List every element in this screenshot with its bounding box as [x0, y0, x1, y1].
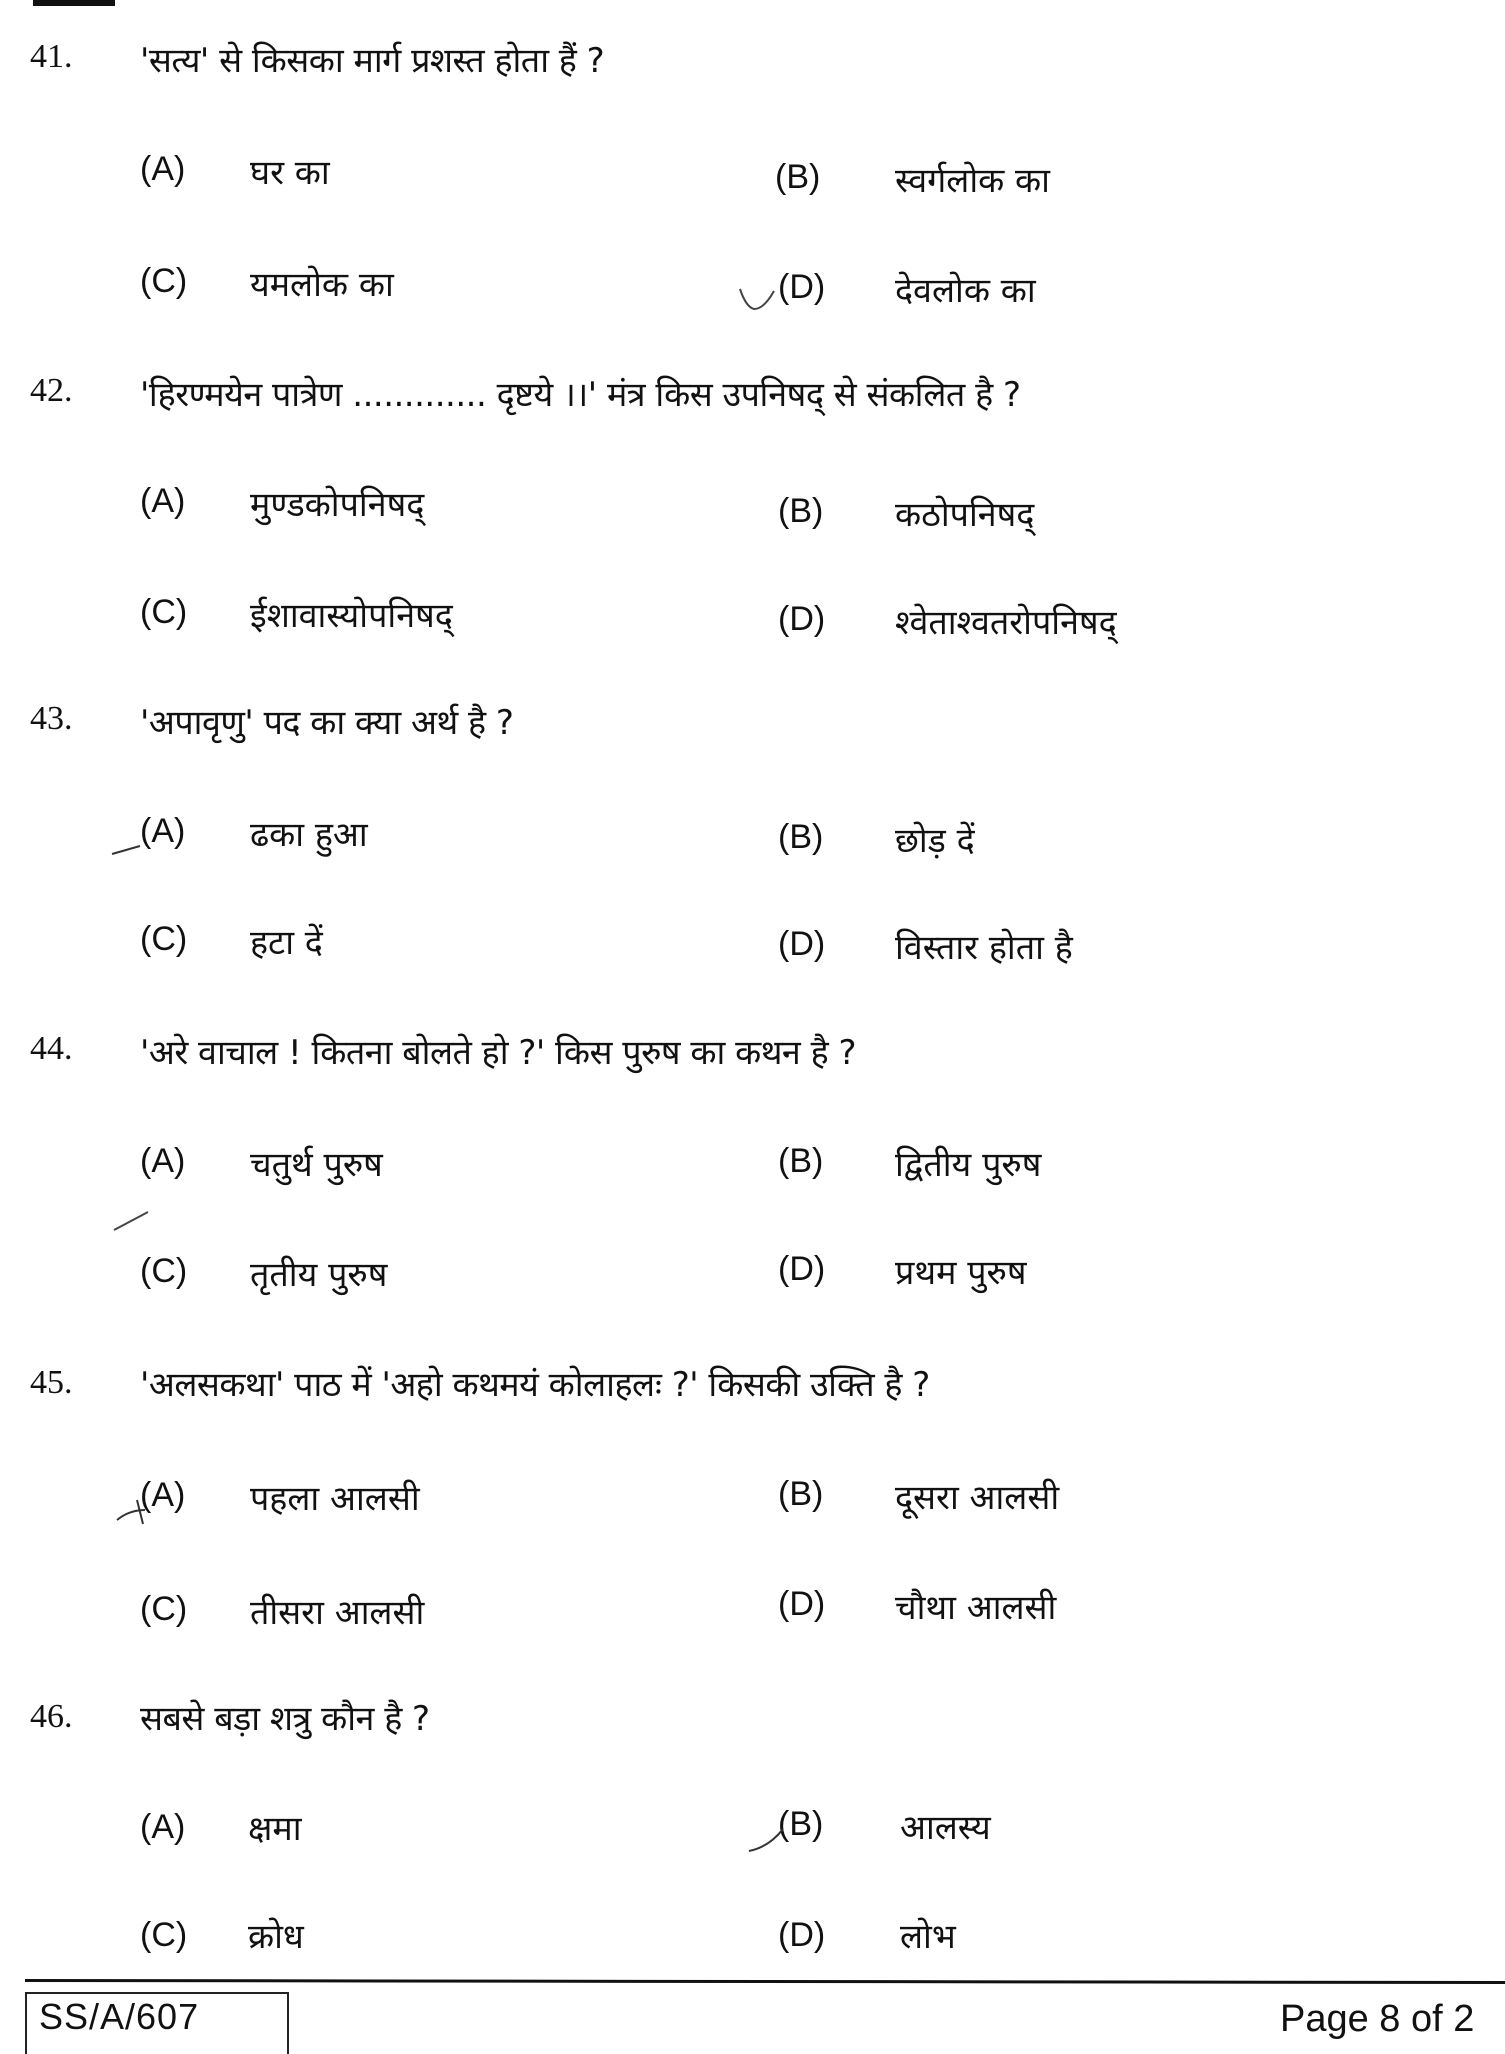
option-a-label: (A) — [140, 1808, 186, 1846]
option-c-text: तीसरा आलसी — [250, 1593, 425, 1633]
page-number: Page 8 of 2 — [1280, 1998, 1475, 2040]
option-b-text: आलस्य — [900, 1808, 991, 1848]
option-c-label: (C) — [140, 1252, 188, 1290]
option-c-label: (C) — [140, 262, 188, 300]
pen-mark-icon — [745, 1825, 795, 1855]
question-text: 'अपावृणु' पद का क्या अर्थ है ? — [140, 703, 514, 743]
option-a-text: घर का — [250, 153, 330, 193]
footer-divider — [25, 1979, 1505, 1984]
option-c-label: (C) — [140, 593, 188, 631]
option-d-label: (D) — [778, 1916, 826, 1954]
option-b-label: (B) — [778, 1805, 824, 1843]
question-text: 'अलसकथा' पाठ में 'अहो कथमयं कोलाहलः ?' किसकी उक्ति है ? — [140, 1365, 930, 1405]
option-d-text: चौथा आलसी — [895, 1588, 1057, 1628]
option-a-label: (A) — [140, 482, 186, 520]
question-number: 46. — [30, 1698, 73, 1735]
option-a-text: मुण्डकोपनिषद् — [250, 485, 425, 525]
option-c-text: क्रोध — [248, 1917, 304, 1957]
option-a-label: (A) — [140, 812, 186, 850]
option-c-label: (C) — [140, 920, 188, 958]
option-a-text: चतुर्थ पुरुष — [250, 1145, 383, 1185]
option-c-text: हटा दें — [250, 923, 323, 963]
question-text: 'हिरण्मयेन पात्रेण ............. दृष्टये ।।' मंत्र किस उपनिषद् से संकलित है ? — [140, 375, 1021, 415]
option-d-text: लोभ — [900, 1917, 956, 1957]
option-b-label: (B) — [778, 1142, 824, 1180]
option-c-text: तृतीय पुरुष — [250, 1255, 388, 1295]
paper-code: SS/A/607 — [39, 1996, 200, 2037]
option-a-text: पहला आलसी — [250, 1479, 420, 1519]
option-c-label: (C) — [140, 1916, 188, 1954]
option-a-label: (A) — [140, 1142, 186, 1180]
paper-code-box — [25, 1992, 289, 2054]
question-number: 43. — [30, 700, 73, 737]
option-d-label: (D) — [778, 1250, 826, 1288]
option-d-label: (D) — [778, 925, 826, 963]
question-text: 'अरे वाचाल ! कितना बोलते हो ?' किस पुरुष का कथन है ? — [140, 1033, 857, 1073]
option-d-label: (D) — [778, 1585, 826, 1623]
option-d-label: (D) — [778, 600, 826, 638]
option-d-text: प्रथम पुरुष — [895, 1253, 1027, 1293]
top-black-bar — [33, 0, 115, 6]
option-d-text: श्वेताश्वतरोपनिषद् — [895, 603, 1117, 643]
option-b-text: द्वितीय पुरुष — [895, 1145, 1042, 1185]
question-number: 42. — [30, 372, 73, 409]
option-c-text: यमलोक का — [250, 265, 394, 305]
question-text: सबसे बड़ा शत्रु कौन है ? — [140, 1699, 430, 1739]
option-b-text: कठोपनिषद् — [895, 495, 1035, 535]
option-b-text: दूसरा आलसी — [895, 1478, 1060, 1518]
option-b-label: (B) — [778, 818, 824, 856]
option-a-text: ढका हुआ — [250, 815, 368, 855]
pen-mark-icon — [112, 1208, 152, 1232]
option-a-text: क्षमा — [248, 1809, 302, 1849]
option-c-text: ईशावास्योपनिषद् — [250, 596, 453, 636]
option-d-text: देवलोक का — [895, 271, 1036, 311]
question-number: 45. — [30, 1364, 73, 1401]
question-number: 41. — [30, 38, 73, 75]
question-text: 'सत्य' से किसका मार्ग प्रशस्त होता हैं ? — [140, 41, 605, 81]
option-b-label: (B) — [778, 1475, 824, 1513]
option-b-label: (B) — [775, 158, 821, 196]
option-c-label: (C) — [140, 1590, 188, 1628]
option-a-label: (A) — [140, 1476, 186, 1514]
option-d-text: विस्तार होता है — [895, 928, 1073, 968]
option-b-label: (B) — [778, 492, 824, 530]
pen-mark-icon — [115, 1496, 155, 1526]
pen-mark-icon — [110, 838, 150, 858]
question-number: 44. — [30, 1030, 73, 1067]
check-mark-icon — [738, 285, 778, 315]
option-b-text: स्वर्गलोक का — [895, 161, 1050, 201]
option-d-label: (D) — [778, 268, 826, 306]
option-b-text: छोड़ दें — [895, 821, 975, 861]
option-a-label: (A) — [140, 150, 186, 188]
